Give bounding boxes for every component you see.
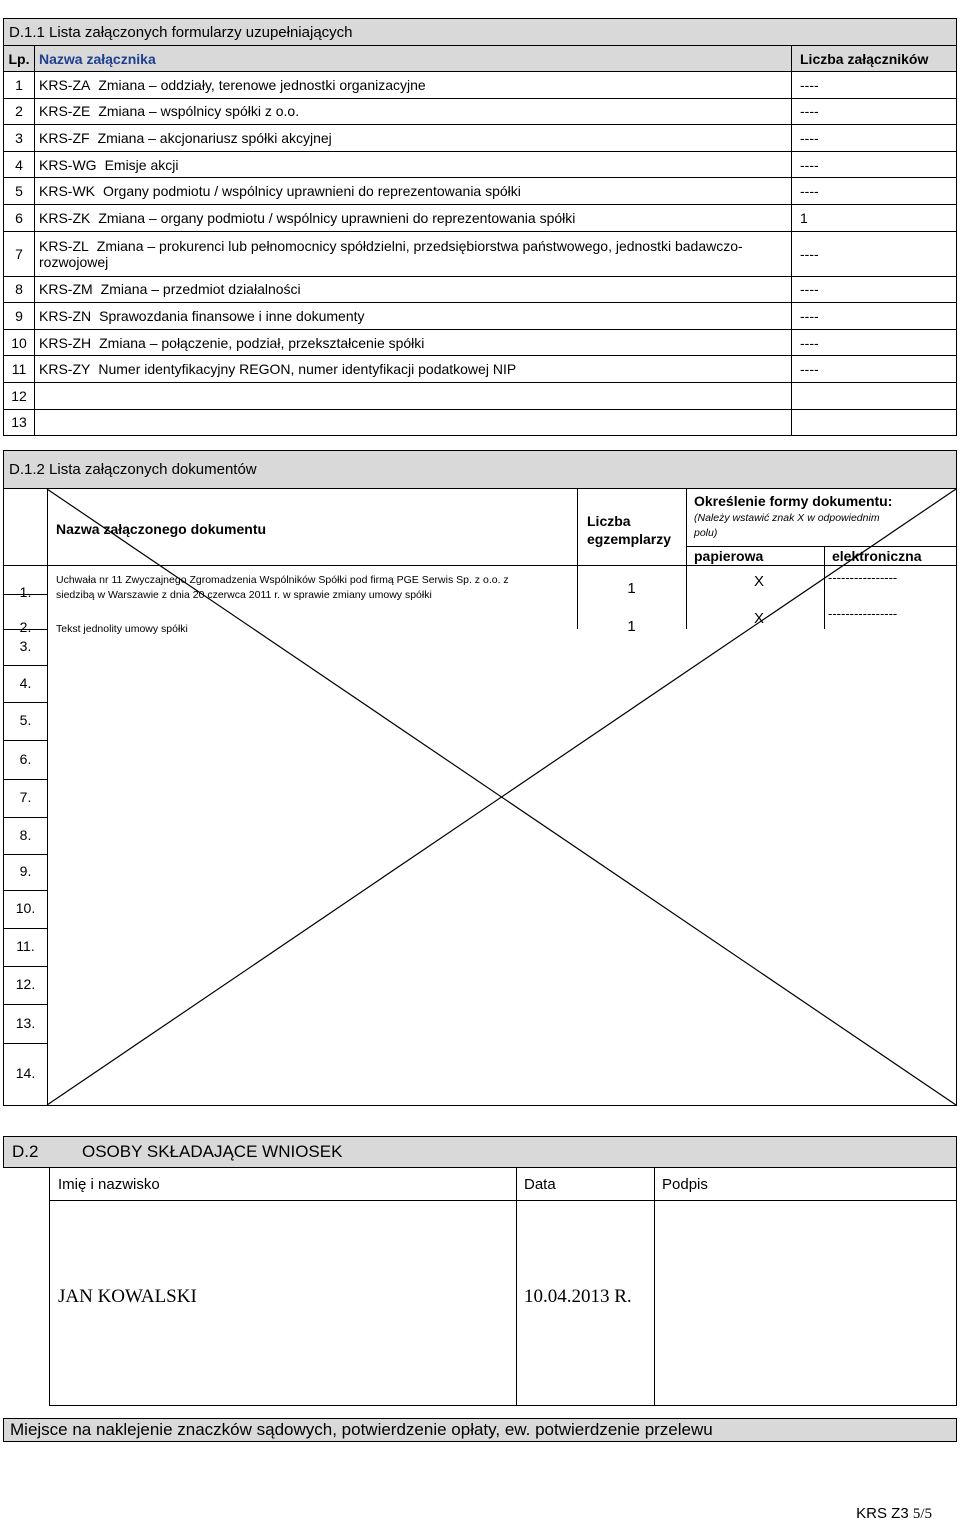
row-number: 10 <box>4 329 35 356</box>
col-attachment-count: Liczba załączników <box>792 46 957 72</box>
grid-line <box>4 966 47 967</box>
section-attachments-forms <box>3 18 957 436</box>
cross-out-mark <box>4 489 956 1105</box>
col-form-note-1: (Należy wstawić znak X w odpowiednim <box>694 512 880 524</box>
grid-line <box>4 565 47 566</box>
row-number: 3 <box>4 125 35 152</box>
table-row <box>4 329 957 356</box>
section-title: OSOBY SKŁADAJĄCE WNIOSEK <box>82 1142 343 1161</box>
row-number: 2. <box>19 619 32 635</box>
document-line: Uchwała nr 11 Zwyczajnego Zgromadzenia Wspólników Spółki pod firmą PGE Serwis Sp. z o.o. z <box>56 574 509 586</box>
attachment-count[interactable] <box>792 409 957 436</box>
table-header-row <box>4 46 957 72</box>
row-number: 10. <box>15 900 36 916</box>
col-document-form: Określenie formy dokumentu: <box>694 493 893 509</box>
row-number: 8. <box>19 826 32 843</box>
form-description: Organy podmiotu / wspólnicy uprawnieni do reprezentowania spółki <box>103 183 521 200</box>
attachments-rows <box>4 72 957 436</box>
section-heading-d12: D.1.2 Lista załączonych dokumentów <box>4 451 956 489</box>
section-applicants <box>3 1136 957 1406</box>
row-number: 6 <box>4 204 35 231</box>
col-electronic: elektroniczna <box>832 548 922 564</box>
table-row <box>4 382 957 409</box>
page-footer <box>856 1505 932 1523</box>
signature-box <box>49 1168 957 1406</box>
attachment-count[interactable]: ---- <box>792 276 957 303</box>
form-code: KRS-ZA <box>39 76 91 93</box>
section-attached-documents <box>3 450 957 1106</box>
col-full-name: Imię i nazwisko <box>58 1176 160 1193</box>
attachment-name <box>35 329 792 356</box>
electronic-mark: ---------------- <box>828 570 898 585</box>
form-code: KRS-ZY <box>39 361 91 378</box>
form-description: Zmiana – przedmiot działalności <box>100 281 301 298</box>
row-number: 5 <box>4 178 35 205</box>
section-heading-d2 <box>3 1136 957 1168</box>
attachment-name <box>35 303 792 330</box>
table-row <box>4 303 957 330</box>
attachment-name <box>35 178 792 205</box>
grid-line <box>4 817 47 818</box>
attachment-name <box>35 72 792 99</box>
row-number: 4 <box>4 151 35 178</box>
col-date: Data <box>524 1176 556 1193</box>
col-document-name: Nazwa załączonego dokumentu <box>56 521 267 537</box>
table-row <box>4 204 957 231</box>
attachment-name <box>35 204 792 231</box>
attachment-name <box>35 125 792 152</box>
section-heading-d11: D.1.1 Lista załączonych formularzy uzupełniających <box>3 18 957 45</box>
form-description: Numer identyfikacyjny REGON, numer identyfikacji podatkowej NIP <box>98 361 517 378</box>
attachment-name <box>35 98 792 125</box>
document-line: Tekst jednolity umowy spółki <box>56 623 188 635</box>
form-code: KRS-ZH <box>39 334 92 351</box>
col-attachment-name: Nazwa załącznika <box>35 46 792 72</box>
form-description: Sprawozdania finansowe i inne dokumenty <box>99 307 365 324</box>
row-number: 3. <box>19 638 32 654</box>
form-description: Zmiana – połączenie, podział, przekształcenie spółki <box>99 334 425 351</box>
grid-line <box>4 890 47 891</box>
table-row <box>4 72 957 99</box>
attachments-table <box>3 45 957 436</box>
row-number: 2 <box>4 98 35 125</box>
table-row <box>4 178 957 205</box>
documents-grid <box>4 489 956 1105</box>
table-row <box>4 125 957 152</box>
attachment-name <box>35 356 792 383</box>
form-description: Zmiana – prokurenci lub pełnomocnicy spółdzielni, przedsiębiorstwa państwowego, jednostki badawczo-rozwojowej <box>39 237 743 270</box>
col-copies-label-1: Liczba <box>587 513 631 529</box>
attachment-count[interactable]: ---- <box>792 98 957 125</box>
row-number: 13 <box>4 409 35 436</box>
form-code: KRS-WK <box>39 183 95 200</box>
grid-line <box>4 1004 47 1005</box>
table-row <box>4 276 957 303</box>
attachment-count[interactable]: ---- <box>792 231 957 276</box>
row-number: 5. <box>19 712 32 728</box>
grid-line <box>654 1168 655 1406</box>
attachment-name <box>35 151 792 178</box>
grid-line <box>4 594 47 595</box>
form-description: Emisje akcji <box>104 156 179 173</box>
row-number: 13. <box>15 1014 36 1031</box>
attachment-count[interactable]: ---- <box>792 329 957 356</box>
col-lp: Lp. <box>4 46 35 72</box>
row-number: 14. <box>15 1065 36 1081</box>
row-number: 1 <box>4 72 35 99</box>
grid-line <box>516 1168 517 1406</box>
attachment-name <box>35 409 792 436</box>
row-number: 11. <box>16 938 35 954</box>
form-code: KRS-ZL <box>39 237 89 254</box>
col-copies-label-2: egzemplarzy <box>587 531 672 547</box>
form-code: KRS-ZM <box>39 281 93 298</box>
form-description: Zmiana – organy podmiotu / wspólnicy uprawnieni do reprezentowania spółki <box>98 209 576 226</box>
row-number: 9. <box>19 863 32 879</box>
attachment-count[interactable]: ---- <box>792 125 957 152</box>
grid-line <box>4 665 47 666</box>
form-code: KRS Z3 <box>856 1505 909 1522</box>
form-code: KRS-WG <box>39 156 97 173</box>
form-description: Zmiana – oddziały, terenowe jednostki organizacyjne <box>98 76 426 93</box>
form-code: KRS-ZE <box>39 103 91 120</box>
row-number: 1. <box>19 584 32 600</box>
row-number: 9 <box>4 303 35 330</box>
grid-line <box>4 1043 47 1044</box>
row-number: 6. <box>19 750 32 767</box>
grid-line <box>4 629 47 630</box>
col-form-note-2: polu) <box>694 527 718 539</box>
grid-line <box>4 928 47 929</box>
copies-count: 1 <box>627 580 636 597</box>
row-number: 7 <box>4 231 35 276</box>
stamp-area: Miejsce na naklejenie znaczków sądowych, potwierdzenie opłaty, ew. potwierdzenie przelewu <box>3 1418 957 1442</box>
col-signature: Podpis <box>662 1176 708 1193</box>
electronic-mark: ---------------- <box>828 606 898 621</box>
attachment-count[interactable]: 1 <box>792 204 957 231</box>
grid-line <box>4 854 47 855</box>
attachment-name <box>35 276 792 303</box>
row-number: 7. <box>19 789 32 805</box>
grid-line <box>4 740 47 741</box>
row-number: 12 <box>4 382 35 409</box>
form-description: Zmiana – akcjonariusz spółki akcyjnej <box>97 129 332 146</box>
document-line: siedzibą w Warszawie z dnia 20 czerwca 2011 r. w sprawie zmiany umowy spółki <box>56 589 432 601</box>
table-row <box>4 356 957 383</box>
paper-mark: X <box>753 573 764 590</box>
attachment-name <box>35 231 792 276</box>
row-number: 4. <box>19 674 32 691</box>
table-row <box>4 151 957 178</box>
attachment-count[interactable]: ---- <box>792 303 957 330</box>
table-row <box>4 98 957 125</box>
attachment-name <box>35 382 792 409</box>
row-number: 12. <box>15 976 36 992</box>
form-description: Zmiana – wspólnicy spółki z o.o. <box>98 103 300 120</box>
attachment-count[interactable] <box>792 382 957 409</box>
attachment-count[interactable]: ---- <box>792 72 957 99</box>
grid-line <box>4 779 47 780</box>
page-number: 5/5 <box>912 1506 932 1522</box>
copies-count: 1 <box>627 618 636 635</box>
row-number: 11 <box>4 356 35 383</box>
row-number: 8 <box>4 276 35 303</box>
grid-line <box>4 702 47 703</box>
form-code: KRS-ZF <box>39 129 90 146</box>
col-paper: papierowa <box>694 548 764 564</box>
table-row <box>4 409 957 436</box>
applicant-date[interactable]: 10.04.2013 R. <box>524 1286 632 1307</box>
attachment-count[interactable]: ---- <box>792 356 957 383</box>
attachment-count[interactable]: ---- <box>792 178 957 205</box>
paper-mark: X <box>753 610 764 627</box>
form-code: KRS-ZK <box>39 209 91 226</box>
form-code: KRS-ZN <box>39 307 92 324</box>
attachment-count[interactable]: ---- <box>792 151 957 178</box>
table-row <box>4 231 957 276</box>
grid-line <box>50 1200 956 1201</box>
section-number: D.2 <box>12 1142 39 1161</box>
applicant-name[interactable]: JAN KOWALSKI <box>58 1286 197 1307</box>
